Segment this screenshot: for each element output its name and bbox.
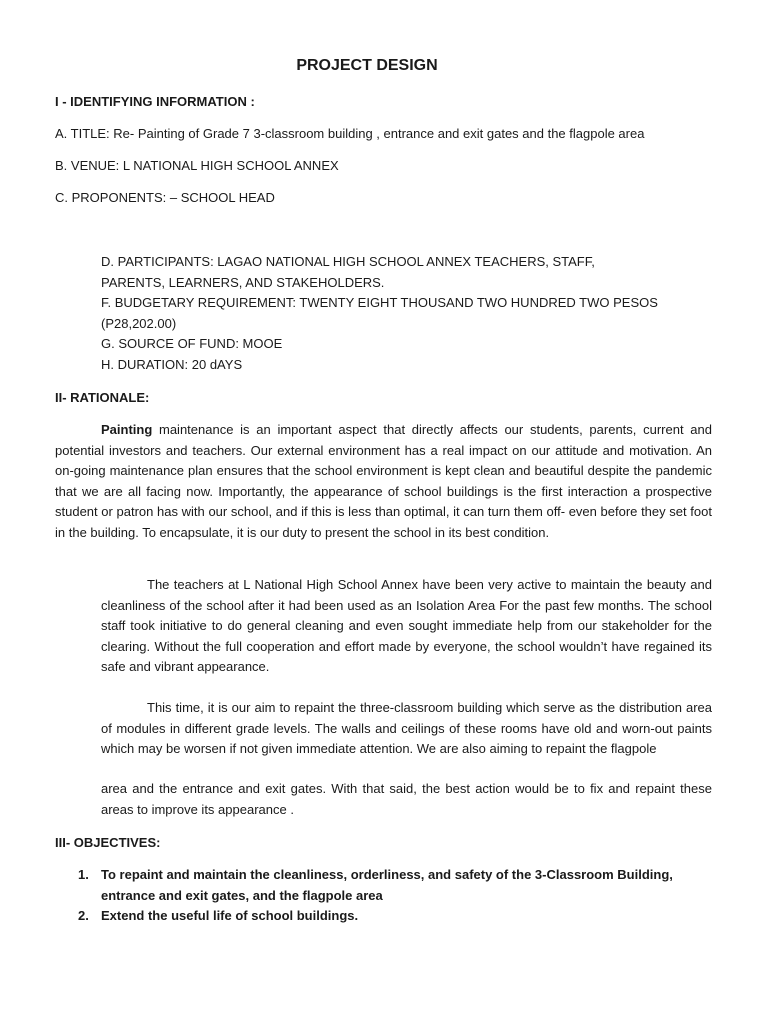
field-venue: B. VENUE: L NATIONAL HIGH SCHOOL ANNEX (55, 158, 339, 173)
field-budget: F. BUDGETARY REQUIREMENT: TWENTY EIGHT THOUSAND TWO HUNDRED TWO PESOS (P28,202.00) (101, 295, 658, 331)
rationale-paragraph-1-text: maintenance is an important aspect that directly affects our students, parents, current and potential investors and teachers. Our external environment has a real impact on our attitude and motivation. An on-going maintenance plan ensures that the school environment is kept clean and beautiful despite the pandemic that we are all facing now. Importantly, the appearance of school buildings is the first interaction a prospective student or patron has with our school, and if this is less than optimal, it can turn them off- even before they set foot in the building. To encapsulate, it is our duty to present the school in its best condition. (55, 422, 712, 540)
section-heading-objectives: III- OBJECTIVES: (55, 835, 161, 850)
rationale-paragraph-3-continued: area and the entrance and exit gates. With that said, the best action would be to fix and repaint these areas to improve its appearance . (101, 781, 712, 817)
field-participants: D. PARTICIPANTS: LAGAO NATIONAL HIGH SCHOOL ANNEX TEACHERS, STAFF, PARENTS, LEARNERS, AND STAKEHOLDERS. (101, 254, 595, 290)
list-item-number: 1. (78, 867, 89, 882)
rationale-lead-word: Painting (101, 422, 153, 437)
rationale-paragraph-3: This time, it is our aim to repaint the three-classroom building which serve as the distribution area of modules in different grade levels. The walls and ceilings of these rooms have old and worn-out paints which may be worsen if not given immediate attention. We are also aiming to repaint the flagpole (101, 700, 712, 756)
field-title: A. TITLE: Re- Painting of Grade 7 3-classroom building , entrance and exit gates and the flagpole area (55, 126, 645, 141)
list-item-text: To repaint and maintain the cleanliness, orderliness, and safety of the 3-Classroom Building, entrance and exit gates, and the flagpole area (101, 867, 673, 903)
rationale-paragraph-2: The teachers at L National High School Annex have been very active to maintain the beauty and cleanliness of the school after it had been used as an Isolation Area For the past few months. The school staff took initiative to do general cleaning and even sought immediate help from our stakeholder for the clearing. Without the full cooperation and effort made by everyone, the school wouldn’t have regained its safe and vibrant appearance. (101, 577, 712, 674)
list-item-number: 2. (78, 908, 89, 923)
list-item (78, 865, 712, 906)
field-duration: H. DURATION: 20 dAYS (101, 357, 243, 372)
objectives-list (78, 865, 712, 927)
section-heading-identifying: I - IDENTIFYING INFORMATION : (55, 94, 255, 109)
list-item (78, 906, 712, 927)
rationale-paragraph-1 (55, 420, 712, 543)
section-heading-rationale: II- RATIONALE: (55, 390, 150, 405)
field-source-of-fund: G. SOURCE OF FUND: MOOE (101, 336, 283, 351)
list-item-text: Extend the useful life of school buildings. (101, 908, 359, 923)
page-title: PROJECT DESIGN (296, 57, 438, 74)
field-proponents: C. PROPONENTS: – SCHOOL HEAD (55, 190, 275, 205)
